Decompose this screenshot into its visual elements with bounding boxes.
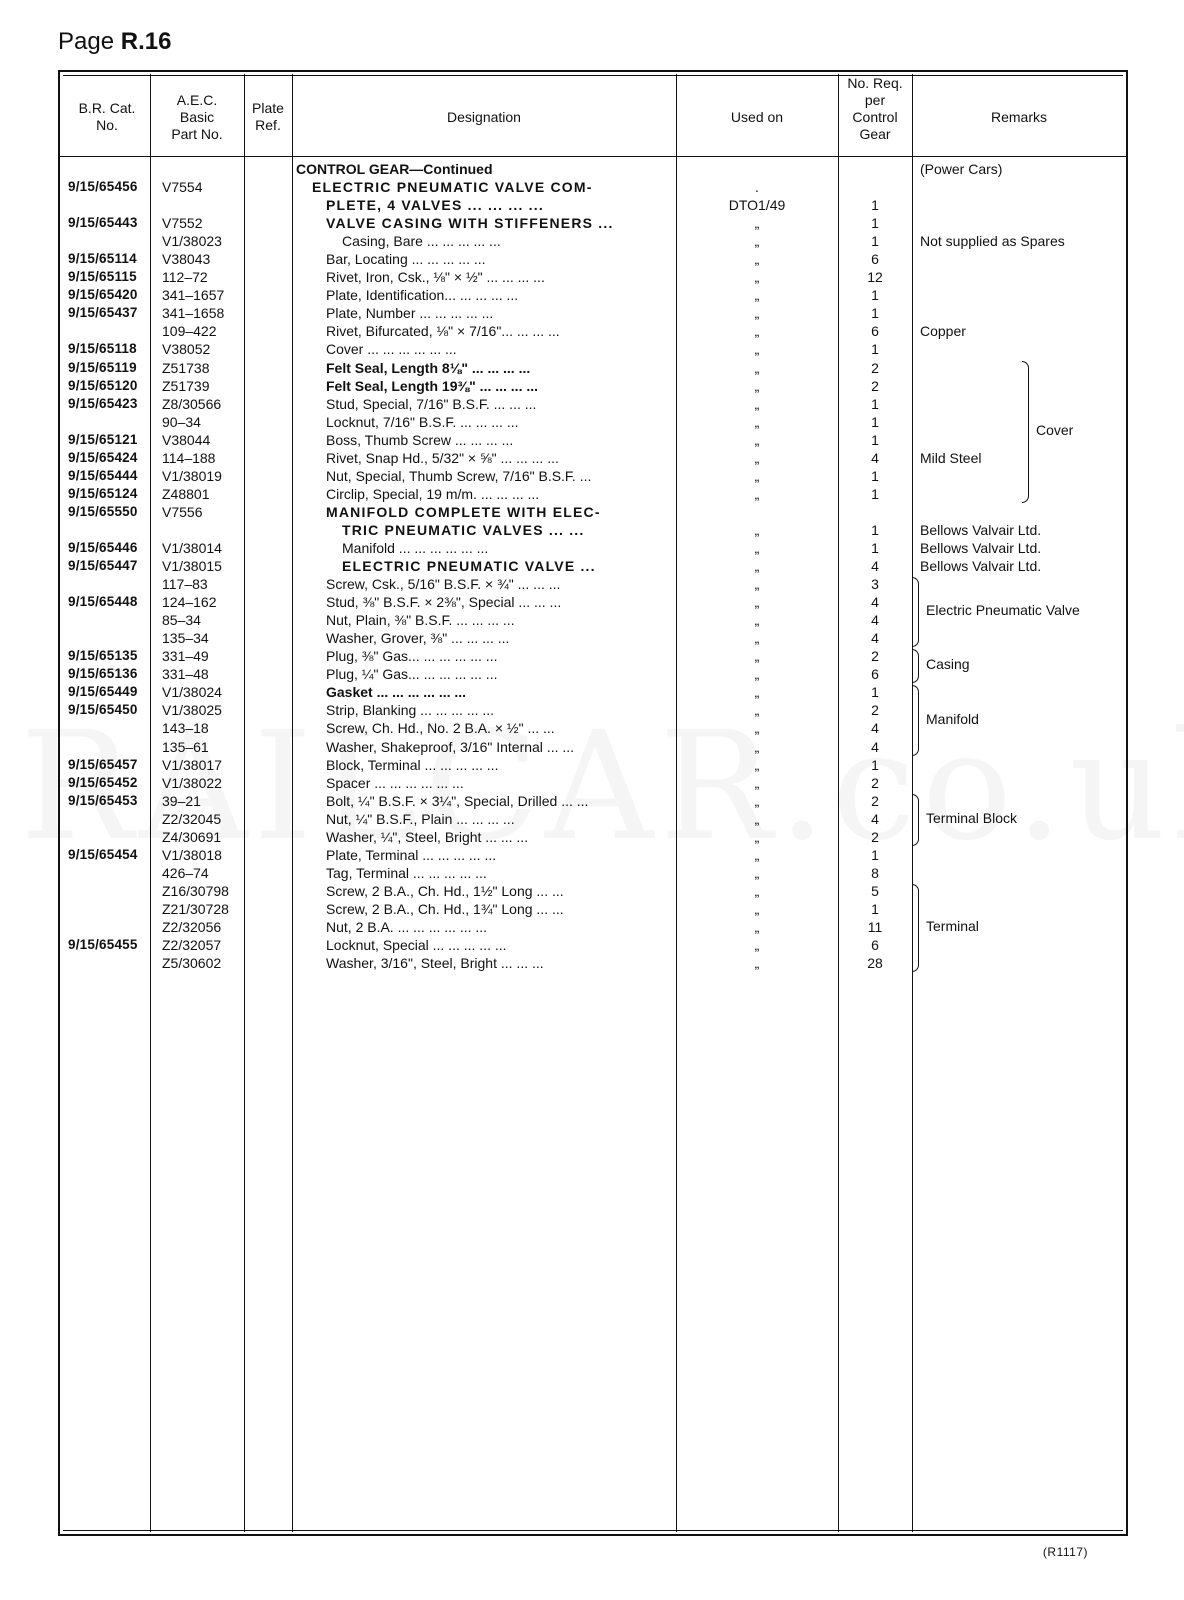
table-row [60,449,1126,467]
used-on: „ [754,359,760,376]
header-plate [244,80,292,154]
table-row [60,792,1126,810]
header-cat [64,80,150,154]
aec-part-number: 112–72 [162,269,208,286]
designation: Strip, Blanking ... ... ... ... ... [326,702,495,719]
used-on: „ [754,648,760,665]
table-row [60,322,1126,340]
used-on: „ [754,720,760,737]
used-on: „ [754,918,760,935]
quantity: 1 [871,287,879,304]
brace [912,794,919,846]
header-designation-label: Designation [447,108,521,125]
quantity: 2 [871,702,879,719]
header-no-req-line3: Control [852,109,898,125]
table-row [60,178,1126,196]
aec-part-number: Z2/32056 [162,918,222,935]
used-on: „ [754,937,760,954]
cat-number: 9/15/65453 [68,792,138,808]
designation: Locknut, 7/16" B.S.F. ... ... ... ... [326,413,519,430]
quantity: 12 [867,269,883,286]
used-on: „ [754,215,760,232]
table-row [60,503,1126,521]
table-body [60,160,1126,972]
used-on: „ [754,485,760,502]
quantity: 3 [871,576,879,593]
designation: Locknut, Special ... ... ... ... ... [326,937,507,954]
used-on: „ [754,269,760,286]
designation: CONTROL GEAR—Continued [296,161,493,177]
table-row [60,738,1126,756]
designation: Nut, Special, Thumb Screw, 7/16" B.S.F. ... [326,467,592,484]
quantity: 2 [871,377,879,394]
aec-part-number: V1/38019 [162,467,222,484]
designation: Plate, Identification... ... ... ... ... [326,287,519,304]
cat-number: 9/15/65454 [68,846,138,862]
quantity: 4 [871,558,879,575]
used-on: „ [754,738,760,755]
designation: Washer, Grover, ⅜" ... ... ... ... [326,630,510,647]
cat-number: 9/15/65423 [68,395,138,411]
used-on: „ [754,323,760,340]
cat-number: 9/15/65124 [68,485,138,501]
group-label: Manifold [926,710,979,727]
quantity: 4 [871,612,879,629]
used-on: „ [754,539,760,556]
table-row [60,828,1126,846]
aec-part-number: V1/38018 [162,846,222,863]
used-on: „ [754,467,760,484]
designation: TRIC PNEUMATIC VALVES ... ... [342,521,585,538]
quantity: 2 [871,792,879,809]
page-label: Page [58,28,115,55]
designation: Screw, 2 B.A., Ch. Hd., 1½" Long ... ... [326,882,564,899]
remarks: Mild Steel [920,449,982,466]
cat-number: 9/15/65456 [68,179,138,195]
cat-number: 9/15/65121 [68,431,138,447]
table-row [60,629,1126,647]
remarks: Bellows Valvair Ltd. [920,521,1042,538]
designation: Washer, ¼", Steel, Bright ... ... ... [326,828,529,845]
quantity: 2 [871,774,879,791]
used-on: „ [754,576,760,593]
designation: Rivet, Snap Hd., 5/32" × ⅝" ... ... ... ... [326,449,559,466]
used-on: „ [754,666,760,683]
quantity: 1 [871,467,879,484]
aec-part-number: V1/38023 [162,233,222,250]
quantity: 1 [871,756,879,773]
aec-part-number: V7556 [162,503,203,520]
used-on: „ [754,341,760,358]
aec-part-number: 117–83 [162,576,208,593]
quantity: 1 [871,233,879,250]
quantity: 4 [871,810,879,827]
quantity: 2 [871,828,879,845]
table-row [60,936,1126,954]
aec-part-number: V1/38022 [162,774,222,791]
group-label: Casing [926,656,970,673]
group-label: Cover [1036,421,1074,438]
table-row [60,359,1126,377]
table-row [60,575,1126,593]
quantity: 1 [871,341,879,358]
designation: Washer, 3/16", Steel, Bright ... ... ... [326,955,544,972]
used-on: „ [754,900,760,917]
aec-part-number: V1/38015 [162,558,222,575]
designation: Gasket ... ... ... ... ... ... [326,684,467,701]
cat-number: 9/15/65135 [68,648,138,664]
parts-table [58,70,1128,1536]
aec-part-number: 135–61 [162,738,209,755]
cat-number: 9/15/65118 [68,341,137,357]
cat-number: 9/15/65447 [68,558,138,574]
cat-number: 9/15/65420 [68,287,138,303]
header-aec-line1: A.E.C. [176,91,218,108]
quantity: 1 [871,197,879,214]
table-row [60,864,1126,882]
table-row [60,756,1126,774]
designation: Rivet, Bifurcated, ⅛" × 7/16"... ... ... ... [326,323,560,340]
quantity: 5 [871,882,879,899]
aec-part-number: 341–1657 [162,287,225,304]
table-row [60,250,1126,268]
table-row [60,485,1126,503]
cat-number: 9/15/65446 [68,539,138,555]
table-row [60,340,1126,358]
aec-part-number: 331–48 [162,666,209,683]
header-cat-line2: No. [96,117,118,133]
designation: Screw, 2 B.A., Ch. Hd., 1¾" Long ... ... [326,900,564,917]
aec-part-number: Z8/30566 [162,395,222,412]
designation: Rivet, Iron, Csk., ⅛" × ½" ... ... ... ... [326,269,545,286]
cat-number: 9/15/65120 [68,377,138,393]
quantity: 1 [871,539,879,556]
table-row [60,846,1126,864]
brace [912,649,919,683]
used-on: „ [754,287,760,304]
remarks: Copper [920,323,966,340]
quantity: 2 [871,359,879,376]
designation: Boss, Thumb Screw ... ... ... ... [326,431,514,448]
quantity: 1 [871,431,879,448]
table-row [60,900,1126,918]
table-row [60,160,1126,178]
aec-part-number: 143–18 [162,720,209,737]
quantity: 4 [871,449,879,466]
designation: Screw, Ch. Hd., No. 2 B.A. × ½" ... ... [326,720,555,737]
quantity: 1 [871,846,879,863]
used-on: „ [754,882,760,899]
quantity: 1 [871,485,879,502]
cat-number: 9/15/65136 [68,666,138,682]
quantity: 1 [871,684,879,701]
quantity: 1 [871,521,879,538]
header-remarks-label: Remarks [990,108,1047,125]
used-on: „ [754,792,760,809]
remarks: Bellows Valvair Ltd. [920,558,1042,575]
header-no-req-line2: per [864,92,886,108]
header-no-req-line4: Gear [859,126,891,142]
quantity: 4 [871,594,879,611]
quantity: 1 [871,413,879,430]
used-on: „ [754,955,760,972]
designation: MANIFOLD COMPLETE WITH ELEC- [326,503,601,520]
designation: Felt Seal, Length 19⅜" ... ... ... ... [326,377,539,394]
quantity: 1 [871,395,879,412]
aec-part-number: 135–34 [162,630,209,647]
header-designation [292,80,676,154]
used-on: „ [754,774,760,791]
page-title [58,28,171,56]
used-on: „ [754,846,760,863]
used-on: „ [754,864,760,881]
aec-part-number: V38044 [162,431,211,448]
aec-part-number: 331–49 [162,648,209,665]
designation: Spacer ... ... ... ... ... ... [326,774,464,791]
quantity: 4 [871,630,879,647]
designation: Plug, ⅜" Gas... ... ... ... ... ... [326,648,498,665]
aec-part-number: 124–162 [162,594,217,611]
used-on: „ [754,702,760,719]
header-no-req-line1: No. Req. [847,75,903,91]
table-row [60,539,1126,557]
header-no-req [838,72,912,146]
table-row [60,683,1126,701]
used-on: „ [754,630,760,647]
cat-number: 9/15/65448 [68,594,138,610]
header-divider [60,156,1126,157]
header-plate-line1: Plate [252,100,284,116]
aec-part-number: Z21/30728 [162,900,229,917]
brace [912,884,919,972]
aec-part-number: Z5/30602 [162,955,222,972]
remarks: (Power Cars) [920,161,1003,177]
designation: Block, Terminal ... ... ... ... ... [326,756,499,773]
used-on: „ [754,233,760,250]
aec-part-number: 109–422 [162,323,217,340]
cat-number: 9/15/65450 [68,702,138,718]
aec-part-number: V1/38014 [162,539,222,556]
used-on: „ [754,594,760,611]
group-label: Terminal [926,918,979,935]
quantity: 6 [871,323,879,340]
cat-number: 9/15/65455 [68,937,138,953]
table-row [60,377,1126,395]
quantity: 8 [871,864,879,881]
designation: ELECTRIC PNEUMATIC VALVE COM- [312,179,593,196]
cat-number: 9/15/65443 [68,215,138,231]
designation: PLETE, 4 VALVES ... ... ... ... [326,197,544,214]
designation: Plate, Number ... ... ... ... ... [326,305,494,322]
quantity: 4 [871,738,879,755]
table-row [60,196,1126,214]
aec-part-number: V7552 [162,215,203,232]
used-on: „ [754,684,760,701]
cat-number: 9/15/65119 [68,359,137,375]
quantity: 1 [871,215,879,232]
table-row [60,268,1126,286]
page-number: R.16 [120,28,172,55]
aec-part-number: V38043 [162,251,211,268]
designation: Plug, ¼" Gas... ... ... ... ... ... [326,666,498,683]
designation: ELECTRIC PNEUMATIC VALVE ... [342,558,596,575]
table-row [60,286,1126,304]
cat-number: 9/15/65449 [68,684,138,700]
designation: Nut, ¼" B.S.F., Plain ... ... ... ... [326,810,515,827]
header-aec-line2: Basic [179,108,215,125]
cat-number: 9/15/65457 [68,756,138,772]
cat-number: 9/15/65444 [68,467,138,483]
used-on: „ [754,413,760,430]
designation: Bolt, ¼" B.S.F. × 3¼", Special, Drilled ... ... [326,792,589,809]
quantity: 1 [871,305,879,322]
group-label: Terminal Block [926,809,1018,826]
remarks: Not supplied as Spares [920,233,1065,250]
used-on: „ [754,395,760,412]
aec-part-number: 90–34 [162,413,201,430]
used-on: „ [754,558,760,575]
designation: Felt Seal, Length 8⅛" ... ... ... ... [326,359,531,376]
header-aec-line3: Part No. [171,125,223,142]
designation: Tag, Terminal ... ... ... ... ... [326,864,487,881]
table-row [60,557,1126,575]
quantity: 1 [871,900,879,917]
table-row [60,431,1126,449]
designation: Cover ... ... ... ... ... ... [326,341,457,358]
table-row [60,214,1126,232]
cat-number: 9/15/65550 [68,503,138,519]
table-row [60,521,1126,539]
table-row [60,395,1126,413]
aec-part-number: 39–21 [162,792,201,809]
cat-number: 9/15/65115 [68,269,137,285]
quantity: 28 [867,955,883,972]
group-label: Electric Pneumatic Valve [926,602,1080,619]
quantity: 6 [871,251,879,268]
used-on: „ [754,828,760,845]
used-on: „ [754,431,760,448]
aec-part-number: V1/38024 [162,684,222,701]
header-aec [150,80,244,154]
aec-part-number: Z2/32057 [162,937,222,954]
designation: Circlip, Special, 19 m/m. ... ... ... ... [326,485,540,502]
aec-part-number: Z51738 [162,359,210,376]
remarks: Bellows Valvair Ltd. [920,539,1042,556]
quantity: 6 [871,937,879,954]
used-on: . [755,179,759,196]
cat-number: 9/15/65437 [68,305,138,321]
aec-part-number: V1/38017 [162,756,222,773]
table-row [60,882,1126,900]
designation: VALVE CASING WITH STIFFENERS ... [326,215,614,232]
brace [912,577,919,647]
cat-number: 9/15/65424 [68,449,138,465]
header-cat-line1: B.R. Cat. [78,100,136,116]
aec-part-number: Z48801 [162,485,210,502]
table-row [60,774,1126,792]
footer-code: (R1117) [1042,1545,1088,1559]
header-plate-line2: Ref. [255,117,281,133]
designation: Manifold ... ... ... ... ... ... [342,539,489,556]
aec-part-number: Z16/30798 [162,882,229,899]
aec-part-number: V7554 [162,179,203,196]
used-on: „ [754,612,760,629]
used-on: „ [754,251,760,268]
designation: Nut, Plain, ⅜" B.S.F. ... ... ... ... [326,612,515,629]
used-on: „ [754,377,760,394]
header-used-on-label: Used on [730,108,784,125]
aec-part-number: V38052 [162,341,211,358]
aec-part-number: 426–74 [162,864,209,881]
used-on: „ [754,521,760,538]
quantity: 2 [871,648,879,665]
used-on: „ [754,305,760,322]
aec-part-number: Z2/32045 [162,810,222,827]
designation: Nut, 2 B.A. ... ... ... ... ... ... [326,918,488,935]
header-remarks [912,80,1126,154]
used-on: „ [754,756,760,773]
aec-part-number: 85–34 [162,612,201,629]
quantity: 6 [871,666,879,683]
aec-part-number: 114–188 [162,449,216,466]
brace [1022,361,1029,503]
brace [912,685,919,755]
aec-part-number: 341–1658 [162,305,225,322]
aec-part-number: Z4/30691 [162,828,222,845]
used-on: DTO1/49 [728,197,786,214]
designation: Screw, Csk., 5/16" B.S.F. × ¾" ... ... ... [326,576,561,593]
designation: Stud, ⅜" B.S.F. × 2⅜", Special ... ... ... [326,594,562,611]
header-used-on [676,80,838,154]
used-on: „ [754,810,760,827]
designation: Stud, Special, 7/16" B.S.F. ... ... ... [326,395,537,412]
aec-part-number: Z51739 [162,377,210,394]
cat-number: 9/15/65114 [68,251,137,267]
table-row [60,954,1126,972]
designation: Plate, Terminal ... ... ... ... ... [326,846,497,863]
designation: Casing, Bare ... ... ... ... ... [342,233,501,250]
quantity: 11 [867,918,883,935]
cat-number: 9/15/65452 [68,774,138,790]
table-row [60,467,1126,485]
quantity: 4 [871,720,879,737]
table-row [60,413,1126,431]
designation: Washer, Shakeproof, 3/16" Internal ... ... [326,738,575,755]
table-row [60,232,1126,250]
designation: Bar, Locating ... ... ... ... ... [326,251,486,268]
used-on: „ [754,449,760,466]
table-row [60,304,1126,322]
aec-part-number: V1/38025 [162,702,222,719]
